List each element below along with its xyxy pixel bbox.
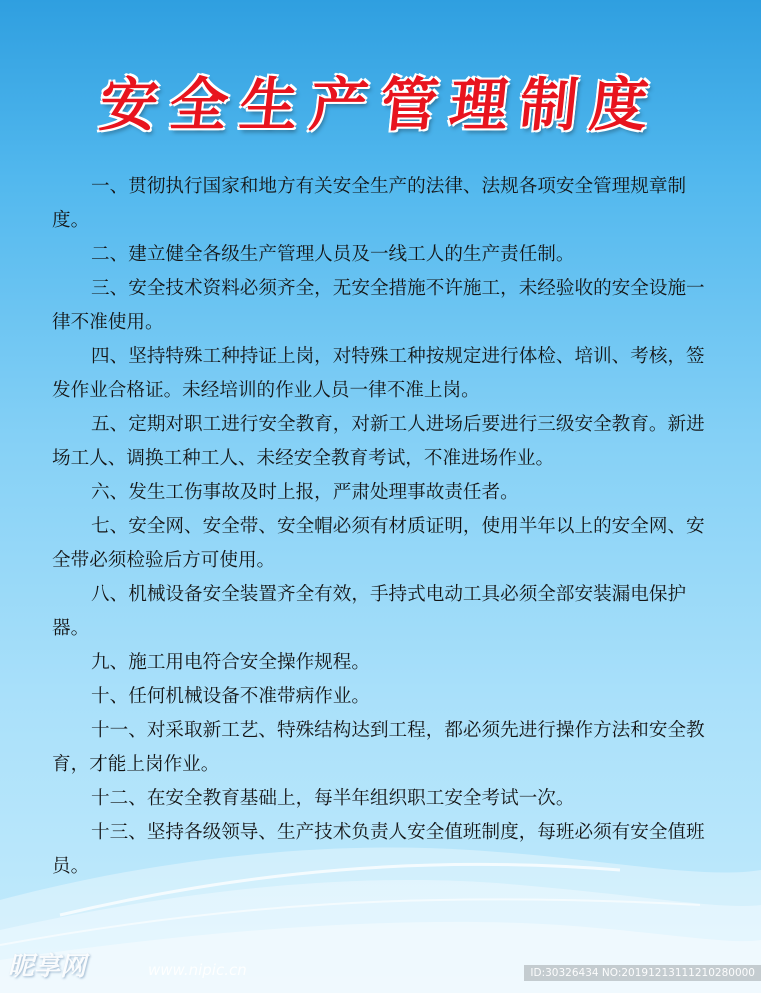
watermark-id: ID:30326434 NO:20191213111210280000 bbox=[524, 965, 761, 981]
rule-item: 四、坚持特殊工种持证上岗，对特殊工种按规定进行体检、培训、考核，签发作业合格证。未经培训的作业人员一律不准上岗。 bbox=[52, 346, 705, 401]
page-title: 安全生产管理制度 bbox=[96, 71, 664, 139]
rule-item: 六、发生工伤事故及时上报，严肃处理事故责任者。 bbox=[91, 482, 519, 503]
watermark-url: www.nipic.cn bbox=[148, 961, 247, 979]
rule-item: 九、施工用电符合安全操作规程。 bbox=[91, 652, 370, 673]
rule-item: 一、贯彻执行国家和地方有关安全生产的法律、法规各项安全管理规章制度。 bbox=[52, 176, 687, 231]
rule-item: 五、定期对职工进行安全教育，对新工人进场后要进行三级安全教育。新进场工人、调换工种工人、未经安全教育考试，不准进场作业。 bbox=[52, 414, 705, 469]
rule-item: 十、任何机械设备不准带病作业。 bbox=[91, 686, 370, 707]
watermark-logo: 昵享网 bbox=[8, 952, 87, 982]
rules-list bbox=[52, 170, 718, 884]
rule-item: 十三、坚持各级领导、生产技术负责人安全值班制度，每班必须有安全值班员。 bbox=[52, 822, 705, 877]
rule-item: 八、机械设备安全装置齐全有效，手持式电动工具必须全部安装漏电保护器。 bbox=[52, 584, 687, 639]
rule-item: 三、安全技术资料必须齐全，无安全措施不许施工，未经验收的安全设施一律不准使用。 bbox=[52, 278, 705, 333]
rule-item: 二、建立健全各级生产管理人员及一线工人的生产责任制。 bbox=[91, 244, 575, 265]
rule-item: 十一、对采取新工艺、特殊结构达到工程，都必须先进行操作方法和安全教育，才能上岗作业。 bbox=[52, 720, 705, 775]
rule-item: 十二、在安全教育基础上，每半年组织职工安全考试一次。 bbox=[91, 788, 575, 809]
rule-item: 七、安全网、安全带、安全帽必须有材质证明，使用半年以上的安全网、安全带必须检验后方可使用。 bbox=[52, 516, 705, 571]
